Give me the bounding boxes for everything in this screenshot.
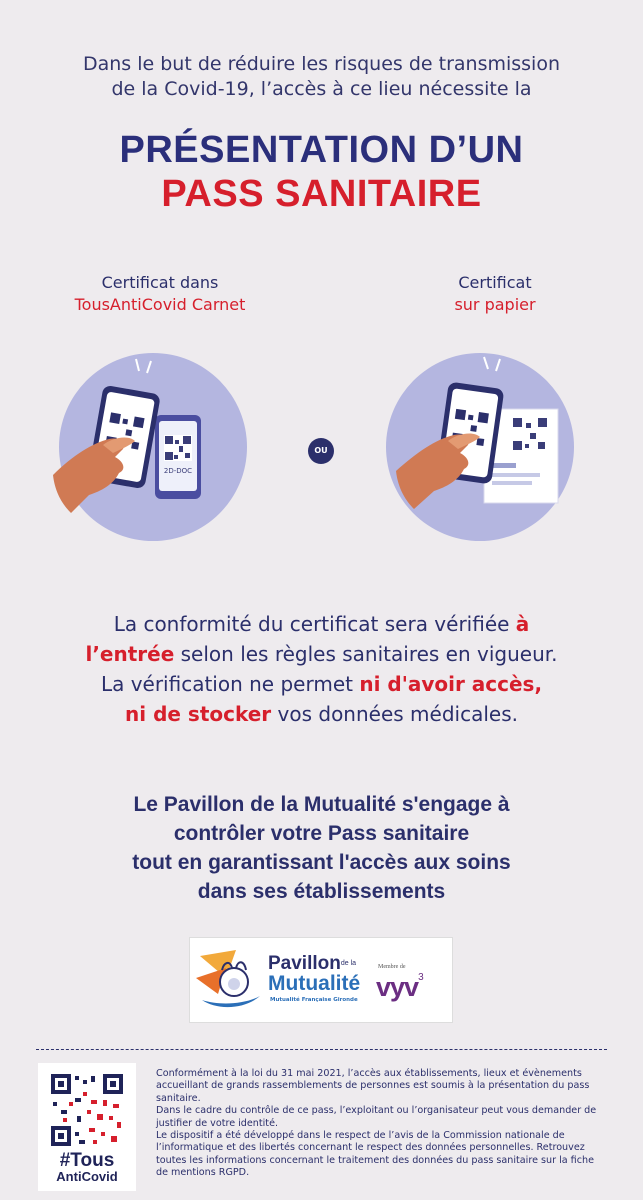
page-title bbox=[0, 128, 643, 216]
intro-text bbox=[0, 52, 643, 102]
tousanticovid-qr-box bbox=[38, 1063, 136, 1191]
phone-scan-illustration bbox=[43, 345, 263, 545]
legal-paragraph-2: Dans le cadre du contrôle de ce pass, l’exploitant ou l’organisateur peut vous demander de justifier de votre identité. bbox=[156, 1105, 597, 1129]
tousanticovid-name: AntiCovid bbox=[56, 1169, 118, 1184]
conformity-text-4: vos données médicales. bbox=[271, 702, 518, 726]
conformity-text-3: La vérification ne permet bbox=[100, 672, 360, 696]
left-label-line-2: TousAntiCovid Carnet bbox=[74, 295, 246, 314]
conformity-red-1: à bbox=[515, 612, 530, 636]
logo-de-la: de la bbox=[340, 960, 357, 967]
pavillon-line-4: dans ses établissements bbox=[197, 880, 446, 903]
conformity-line-2 bbox=[0, 639, 643, 669]
pavillon-statement bbox=[0, 790, 643, 906]
conformity-red-3: ni d'avoir accès, bbox=[359, 672, 543, 696]
right-label-line-2: sur papier bbox=[454, 295, 536, 314]
title-line-1: PRÉSENTATION D’UN bbox=[119, 129, 524, 171]
paper-scan-illustration bbox=[380, 345, 600, 545]
conformity-red-4: ni de stocker bbox=[125, 702, 272, 726]
vyv-logo-text bbox=[376, 972, 423, 1003]
conformity-red-2: l’entrée bbox=[85, 642, 175, 666]
legal-notice bbox=[156, 1068, 606, 1180]
intro-line-1: Dans le but de réduire les risques de transmission bbox=[82, 53, 561, 75]
conformity-text bbox=[0, 609, 643, 729]
pavillon-emblem-icon bbox=[196, 948, 264, 1014]
pavillon-line-2: contrôler votre Pass sanitaire bbox=[173, 822, 470, 845]
logo-pavillon-text bbox=[268, 954, 356, 973]
pavillon-line-3: tout en garantissant l'accès aux soins bbox=[132, 851, 511, 874]
logo-subtitle: Mutualité Française Gironde bbox=[270, 997, 358, 1003]
conformity-line-4 bbox=[0, 699, 643, 729]
pavillon-vyv-logo bbox=[189, 937, 453, 1023]
vyv-sup: 3 bbox=[418, 972, 423, 983]
doc-2d-label: 2D-DOC bbox=[163, 467, 193, 475]
conformity-text-1: La conformité du certificat sera vérifiée bbox=[113, 612, 516, 636]
left-option-label bbox=[30, 272, 290, 316]
logo-membre-text: Membre de bbox=[378, 964, 406, 970]
right-option-label bbox=[365, 272, 625, 316]
conformity-line-1 bbox=[0, 609, 643, 639]
vyv-word: vyv bbox=[376, 972, 419, 1002]
logo-pavillon-word: Pavillon bbox=[268, 953, 341, 974]
left-label-line-1: Certificat dans bbox=[101, 273, 219, 292]
legal-paragraph-3: Le dispositif a été développé dans le respect de l’avis de la Commission nationale de l’informatique et des libertés concernant le respect des données personnelles. Retrouvez toutes les informations concernant le traitement des données du pass sanitaire sur la fiche de mentions RGPD. bbox=[156, 1130, 594, 1179]
right-label-line-1: Certificat bbox=[458, 273, 532, 292]
conformity-line-3 bbox=[0, 669, 643, 699]
legal-paragraph-1: Conformément à la loi du 31 mai 2021, l’accès aux établissements, lieux et évènements accueillant de grands rassemblements de personnes est soumis à la présentation du pass sanitaire. bbox=[156, 1068, 590, 1104]
pavillon-line-1: Le Pavillon de la Mutualité s'engage à bbox=[133, 793, 510, 816]
conformity-text-2: selon les règles sanitaires en vigueur. bbox=[174, 642, 558, 666]
or-badge: OU bbox=[308, 438, 334, 464]
tousanticovid-hash: #Tous bbox=[59, 1150, 115, 1171]
dashed-divider bbox=[36, 1049, 607, 1050]
qr-code-icon bbox=[49, 1072, 125, 1148]
intro-line-2: de la Covid-19, l’accès à ce lieu nécessite la bbox=[111, 78, 532, 100]
logo-mutualite-text: Mutualité bbox=[268, 972, 361, 995]
title-line-2: PASS SANITAIRE bbox=[161, 173, 482, 215]
